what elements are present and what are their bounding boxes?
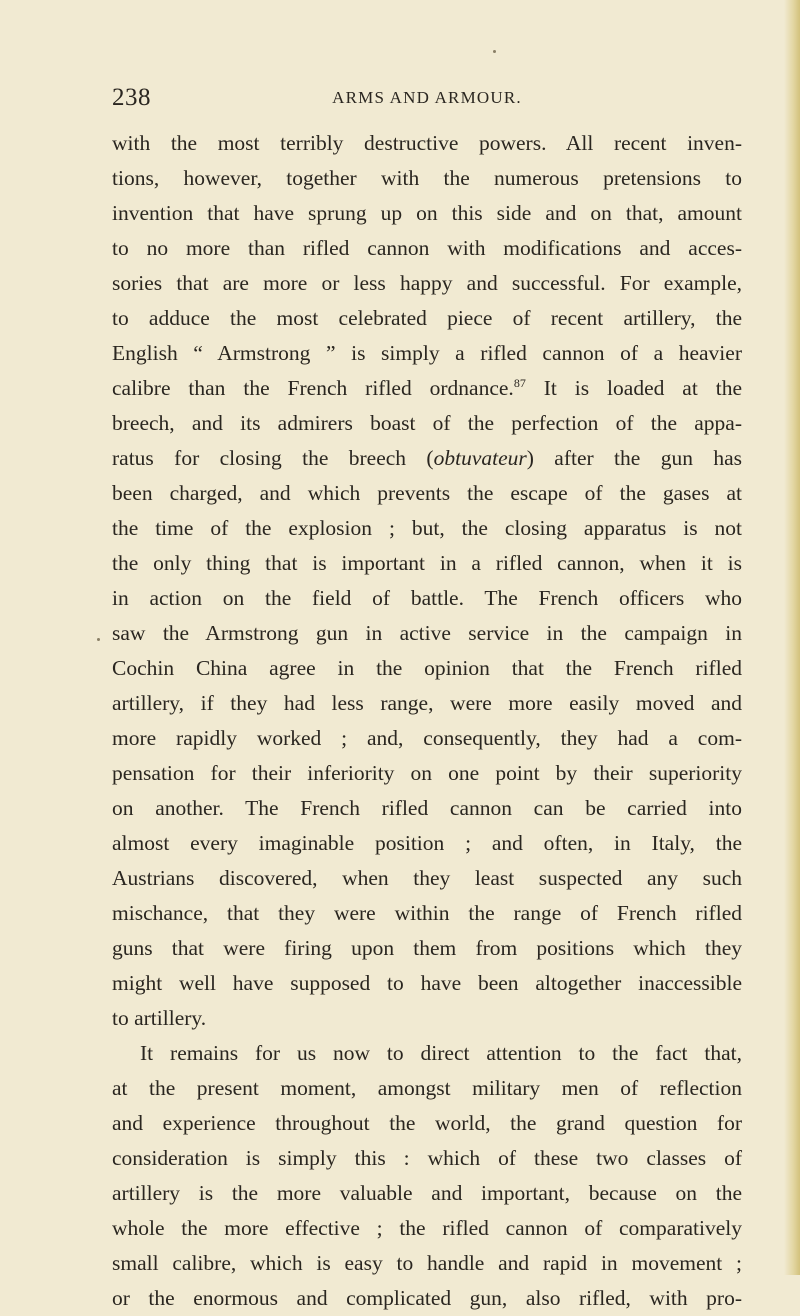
paragraph-start-line: It remains for us now to direct attention to the fact that, xyxy=(140,1041,742,1065)
text-line: at the present moment, amongst military men of reflection xyxy=(112,1076,742,1100)
text-line: artillery, if they had less range, were more easily moved and xyxy=(112,691,742,715)
text-segment: ratus for closing the breech ( xyxy=(112,446,434,470)
text-line: the only thing that is important in a rifled cannon, when it is xyxy=(112,551,742,575)
text-line: whole the more effective ; the rifled cannon of comparatively xyxy=(112,1216,742,1240)
text-line: sories that are more or less happy and successful. For example, xyxy=(112,271,742,295)
text-line: and experience throughout the world, the grand question for xyxy=(112,1111,742,1135)
paper-speck xyxy=(97,638,100,641)
text-line: artillery is the more valuable and important, because on the xyxy=(112,1181,742,1205)
text-line: in action on the field of battle. The French officers who xyxy=(112,586,742,610)
text-line: to no more than rifled cannon with modifications and acces- xyxy=(112,236,742,260)
text-line: on another. The French rifled cannon can be carried into xyxy=(112,796,742,820)
paragraph-end-line: to artillery. xyxy=(112,1006,207,1030)
text-line: English “ Armstrong ” is simply a rifled cannon of a heavier xyxy=(112,341,742,365)
page-edge-shading xyxy=(784,0,800,1275)
text-segment: calibre than the French rifled ordnance. xyxy=(112,376,514,400)
text-segment: It is loaded at the xyxy=(525,376,742,400)
text-line: pensation for their inferiority on one point by their superiority xyxy=(112,761,742,785)
body-text xyxy=(112,126,742,1316)
text-line: consideration is simply this : which of these two classes of xyxy=(112,1146,742,1170)
text-line: mischance, that they were within the range of French rifled xyxy=(112,901,742,925)
italic-term: obtuvateur xyxy=(433,446,527,470)
text-line: might well have supposed to have been altogether inaccessible xyxy=(112,971,742,995)
text-line: breech, and its admirers boast of the perfection of the appa- xyxy=(112,411,742,435)
page-number: 238 xyxy=(112,84,151,111)
paper-speck xyxy=(493,50,496,53)
text-line: guns that were firing upon them from positions which they xyxy=(112,936,742,960)
text-line: to adduce the most celebrated piece of recent artillery, the xyxy=(112,306,742,330)
text-line: small calibre, which is easy to handle and rapid in movement ; xyxy=(112,1251,742,1275)
page-header xyxy=(112,84,742,118)
text-line: tions, however, together with the numerous pretensions to xyxy=(112,166,742,190)
text-line: Cochin China agree in the opinion that the French rifled xyxy=(112,656,742,680)
text-line: or the enormous and complicated gun, also rifled, with pro- xyxy=(112,1286,742,1310)
footnote-reference: 87 xyxy=(513,375,526,390)
text-segment: ) after the gun has xyxy=(526,446,742,470)
text-line: with the most terribly destructive powers. All recent inven- xyxy=(112,131,742,155)
text-line-with-footnote xyxy=(112,371,742,406)
running-head: ARMS AND ARMOUR. xyxy=(332,88,522,107)
text-line: invention that have sprung up on this side and on that, amount xyxy=(112,201,742,225)
text-line: almost every imaginable position ; and often, in Italy, the xyxy=(112,831,742,855)
text-line: been charged, and which prevents the escape of the gases at xyxy=(112,481,742,505)
text-line: more rapidly worked ; and, consequently, they had a com- xyxy=(112,726,742,750)
text-line: saw the Armstrong gun in active service in the campaign in xyxy=(112,621,742,645)
text-line: the time of the explosion ; but, the closing apparatus is not xyxy=(112,516,742,540)
text-line: Austrians discovered, when they least suspected any such xyxy=(112,866,742,890)
text-line-with-italic xyxy=(112,441,742,476)
